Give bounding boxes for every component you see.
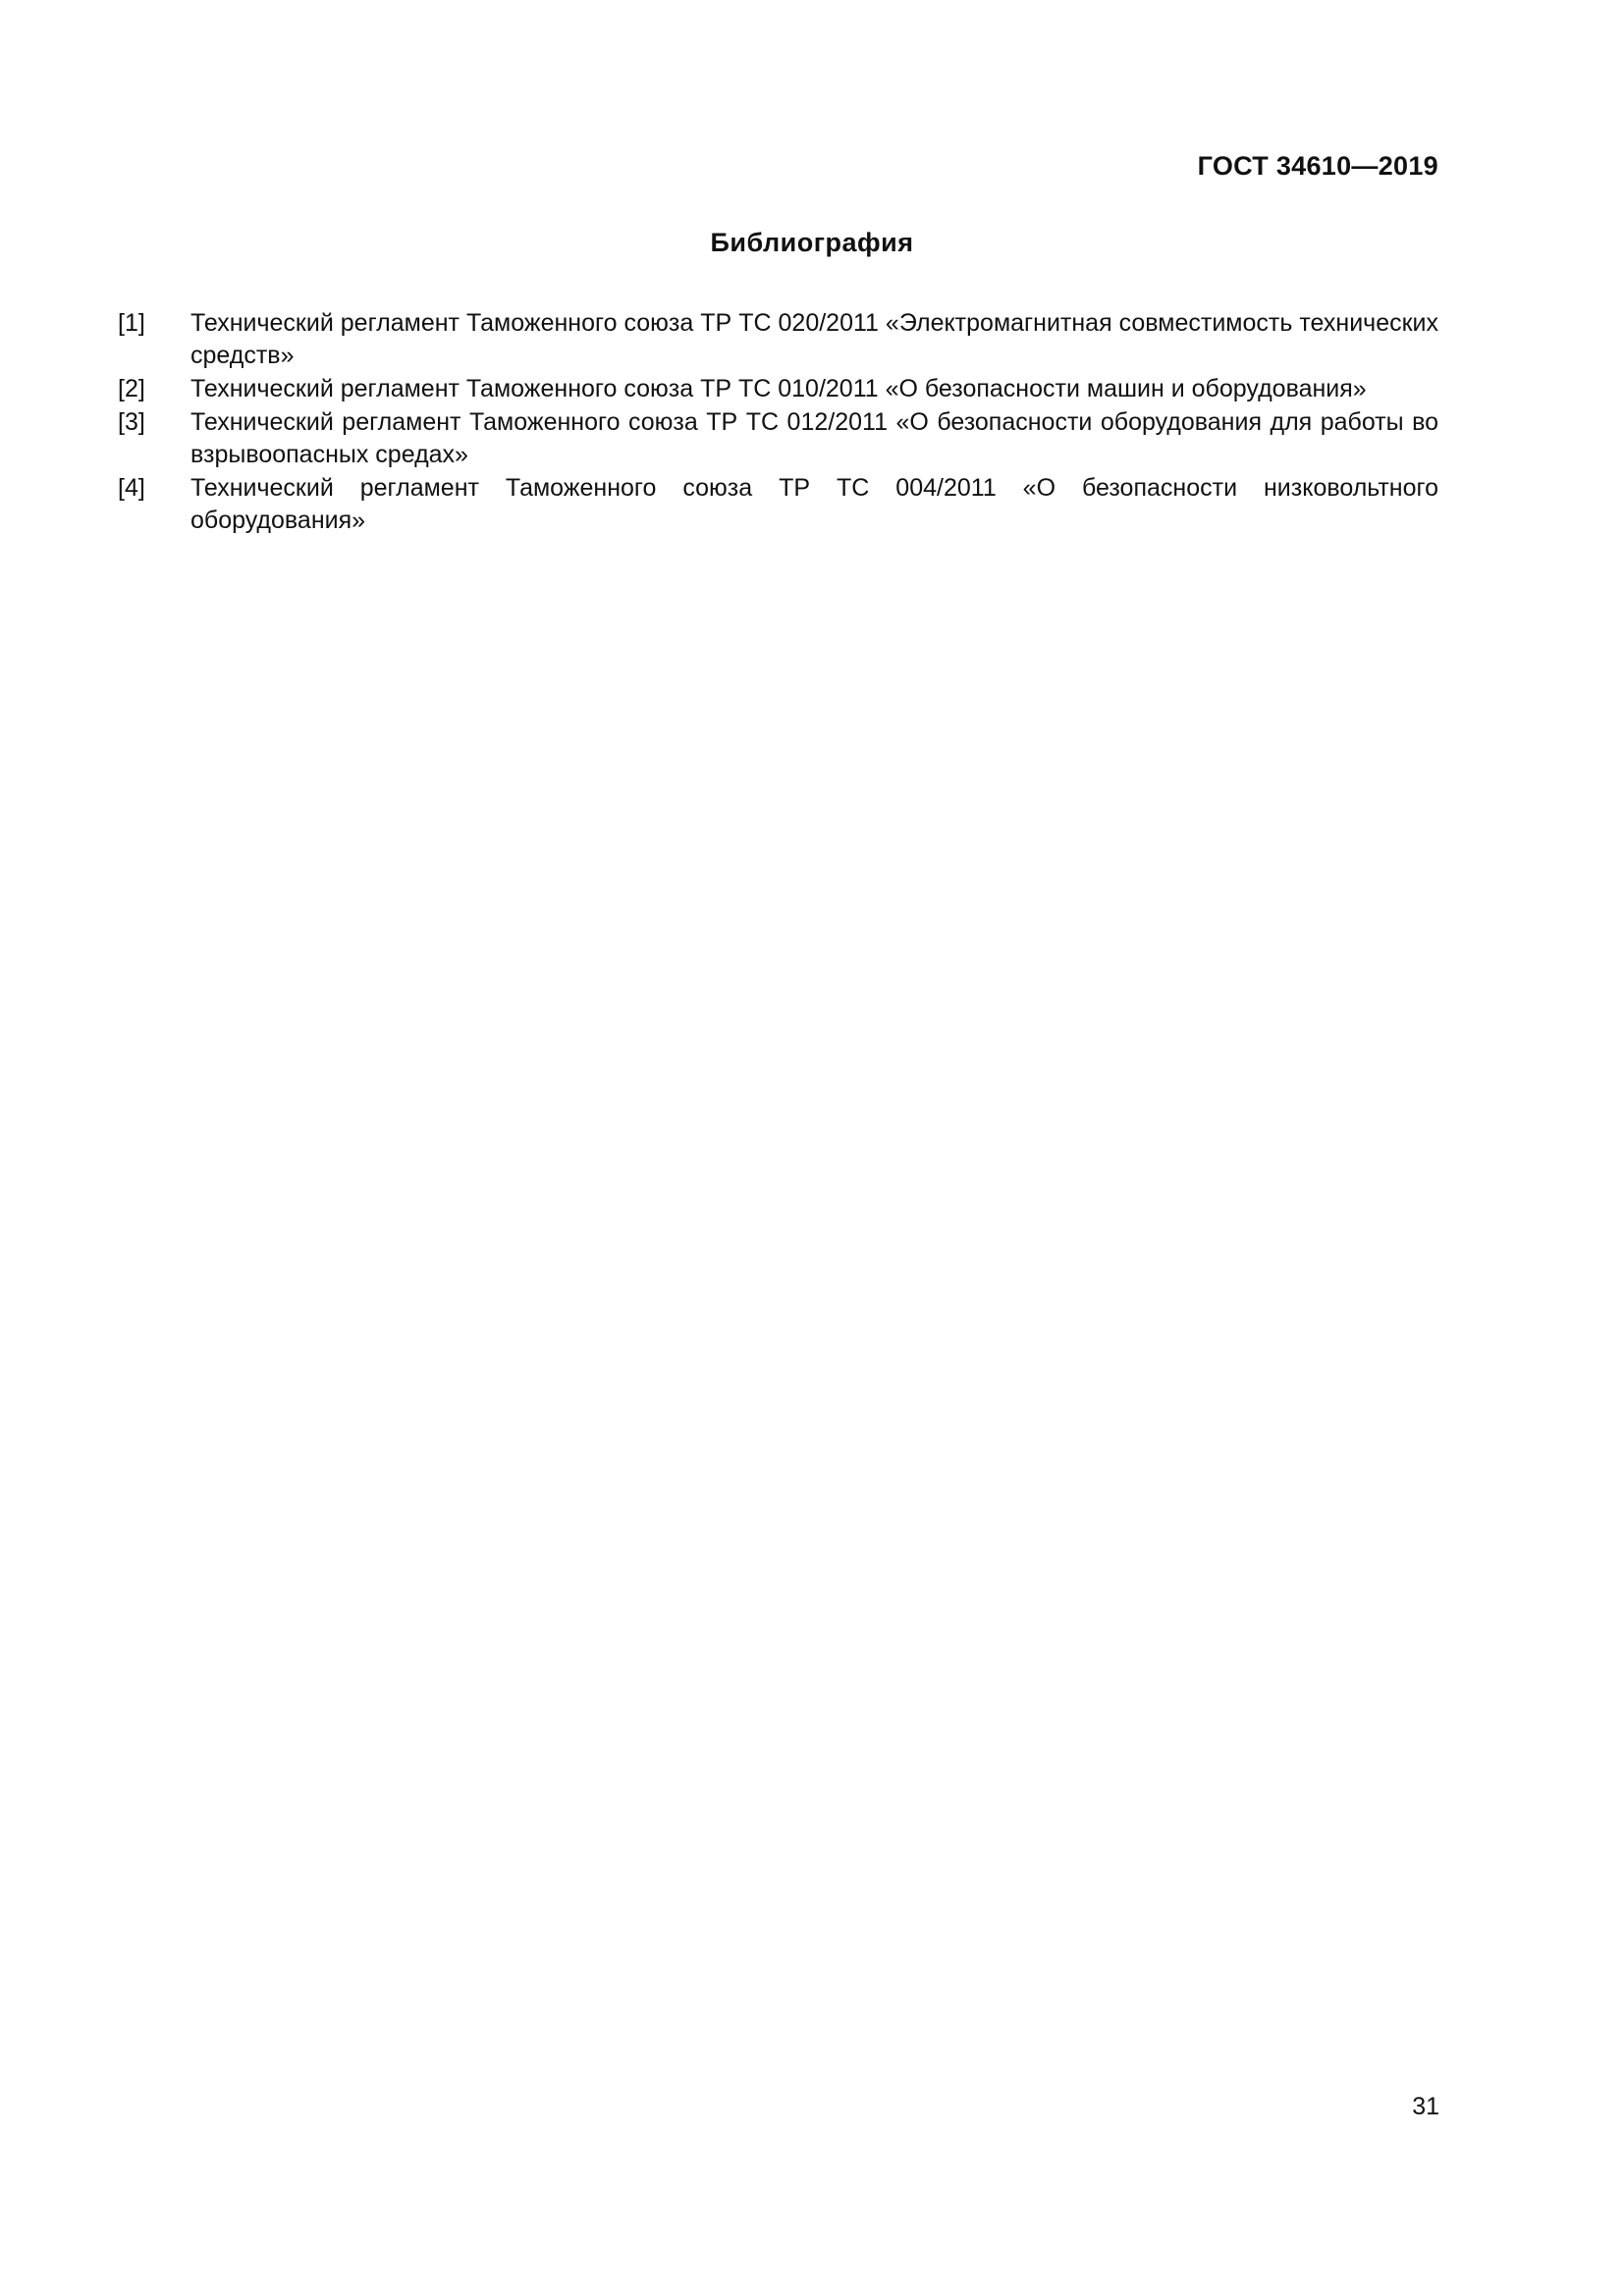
bibliography-item [118, 373, 1438, 405]
bibliography-item-text: Технический регламент Таможенного союза ТР ТС 020/2011 «Электромагнитная совместимость технических средств» [190, 309, 1438, 369]
section-title: Библиография [710, 228, 914, 257]
bibliography-item-text: Технический регламент Таможенного союза ТР ТС 012/2011 «О безопасности оборудования для работы во взрывоопасных средах» [190, 408, 1438, 468]
document-standard-id: ГОСТ 34610—2019 [1197, 151, 1438, 181]
bibliography-item-number: [4] [118, 474, 145, 502]
bibliography-item-number: [3] [118, 408, 145, 436]
bibliography-list [118, 307, 1438, 538]
bibliography-item [118, 406, 1438, 471]
bibliography-item-number: [2] [118, 375, 145, 402]
bibliography-item [118, 307, 1438, 372]
bibliography-item [118, 472, 1438, 537]
bibliography-item-text: Технический регламент Таможенного союза ТР ТС 010/2011 «О безопасности машин и оборудования» [190, 375, 1367, 402]
bibliography-item-number: [1] [118, 309, 145, 337]
bibliography-item-text: Технический регламент Таможенного союза ТР ТС 004/2011 «О безопасности низковольтного оборудования» [190, 474, 1438, 534]
page-number: 31 [1412, 2093, 1439, 2120]
